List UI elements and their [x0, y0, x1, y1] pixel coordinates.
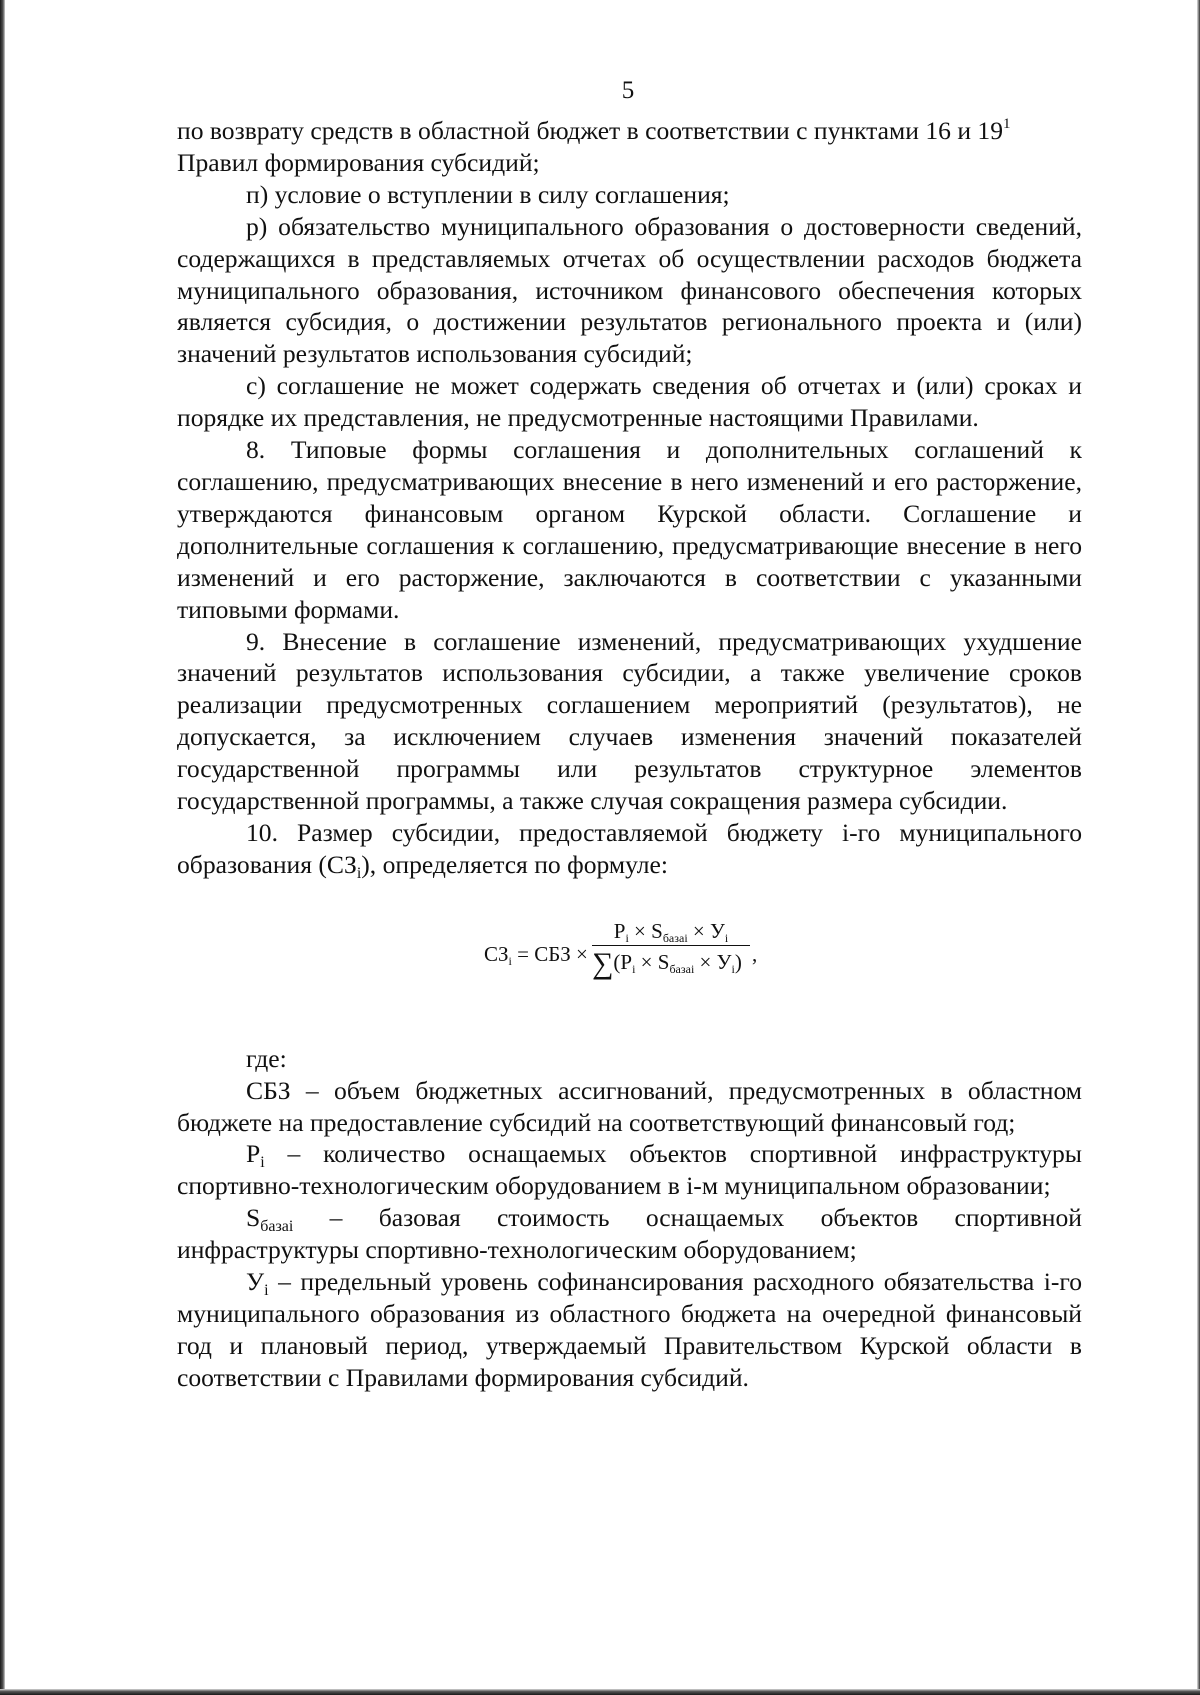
paragraph-return-funds: по возврату средств в областной бюджет в соответствии с пунктами 16 и $19^1$ Правил формирования субсидий;: [177, 116, 1011, 177]
document-body: [177, 115, 1082, 1394]
scan-edge-bottom: [0, 1689, 1200, 1695]
where-label: где:: [246, 1043, 287, 1073]
sum-symbol: ∑: [592, 946, 614, 980]
formula-fraction: [592, 917, 750, 980]
formula-lhs: $СЗ_i$ = СБЗ ×: [484, 941, 588, 968]
paragraph-item-s: с) соглашение не может содержать сведения об отчетах и (или) сроках и порядке их представления, не предусмотренные настоящими Правилами.: [177, 371, 1082, 433]
scan-edge-left: [0, 0, 5, 1695]
definition-y: $У_i$ – предельный уровень софинансирования расходного обязательства i-го муниципального образования из областного бюджета на очередной финансовый год и плановый период, утверждаемый Правительством Курской области в соответствии с Правилами формирования субсидий.: [177, 1267, 1082, 1392]
paragraph-clause-8: 8. Типовые формы соглашения и дополнительных соглашений к соглашению, предусматривающих внесение в него изменений и его расторжение, утверждаются финансовым органом Курской области. Соглашение и дополнительные соглашения к соглашению, предусматривающие внесение в него изменений и его расторжение, заключаются в соответствии с указанными типовыми формами.: [177, 435, 1082, 624]
definition-p: $P_i$ – количество оснащаемых объектов спортивной инфраструктуры спортивно-технологическим оборудованием в i-м муниципальном образовании;: [177, 1139, 1082, 1201]
paragraph-item-r: р) обязательство муниципального образования о достоверности сведений, содержащихся в представляемых отчетах об осуществлении расходов бюджета муниципального образования, источником финансового обеспечения которых является субсидия, о достижении результатов регионального проекта и (или) значений результатов использования субсидий;: [177, 211, 1082, 369]
formula-numerator: $P_i \times S_{базаi} \times У_i$: [613, 918, 729, 945]
formula-denominator: $\sum(P_i \times S_{базаi} \times У_i)$: [592, 946, 742, 980]
formula-block: [177, 881, 1082, 1043]
page-number: 5: [621, 77, 635, 104]
paragraph-item-p: п) условие о вступлении в силу соглашения;: [246, 179, 730, 209]
formula-tail: ,: [752, 941, 758, 966]
paragraph-clause-9: 9. Внесение в соглашение изменений, предусматривающих ухудшение значений результатов использования субсидии, а также увеличение сроков реализации предусмотренных соглашением мероприятий (результатов), не допускается, за исключением случаев изменения значений показателей государственной программы или результатов структурное элементов государственной программы, а также случая сокращения размера субсидии.: [177, 626, 1082, 816]
paragraph-clause-10: 10. Размер субсидии, предоставляемой бюджету i-го муниципального образования $(СЗ_i)$, определяется по формуле:: [177, 817, 1082, 882]
definition-s: $S_{базаi}$ – базовая стоимость оснащаемых объектов спортивной инфраструктуры спортивно-технологическим оборудованием;: [177, 1203, 1082, 1265]
definition-sbz: СБЗ – объем бюджетных ассигнований, предусмотренных в областном бюджете на предоставление субсидий на соответствующий финансовый год;: [177, 1075, 1082, 1137]
footnote-superscript: 1: [1003, 116, 1011, 132]
